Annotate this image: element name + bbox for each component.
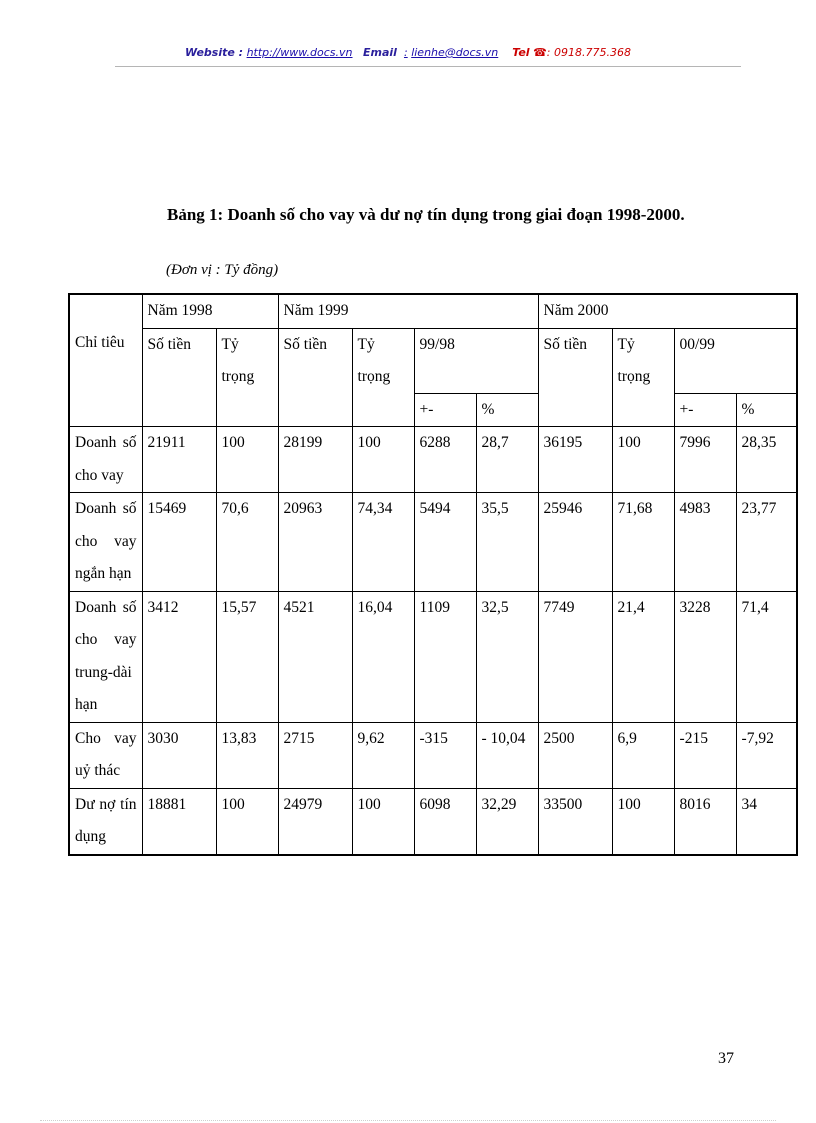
cell-change-2000: 4983 [674,493,736,592]
table-row [69,493,797,592]
cell-so-tien-1999: 24979 [278,788,352,855]
cell-ty-trong-1998: 15,57 [216,591,278,722]
table-row [69,722,797,788]
cell-pct-2000: 71,4 [736,591,797,722]
cell-ty-trong-1999: 100 [352,788,414,855]
cell-ty-trong-1998: 13,83 [216,722,278,788]
row-label: Doanh số cho vay trung-dài hạn [69,591,142,722]
cell-ty-trong-1998: 100 [216,788,278,855]
cell-change-2000: 8016 [674,788,736,855]
row-label: Doanh số cho vay ngắn hạn [69,493,142,592]
tel-value: : 0918.775.368 [546,46,631,59]
table-row [69,591,797,722]
row-label: Cho vay uỷ thác [69,722,142,788]
so-tien-1998: Số tiền [142,328,216,427]
percent-2000: % [736,393,797,427]
row-header-cell [69,294,142,427]
year-1998-header: Năm 1998 [142,294,278,328]
credit-table [68,293,798,856]
cell-so-tien-2000: 33500 [538,788,612,855]
cell-ty-trong-2000: 100 [612,788,674,855]
ty-trong-1999: Tỷ trọng [352,328,414,427]
cell-ty-trong-2000: 100 [612,427,674,493]
cell-so-tien-1999: 2715 [278,722,352,788]
phone-icon: ☎ [533,46,547,59]
email-label: Email [363,46,397,59]
cell-pct-1999: 32,5 [476,591,538,722]
cell-ty-trong-2000: 6,9 [612,722,674,788]
page-header [0,46,816,59]
cell-pct-2000: 23,77 [736,493,797,592]
cell-ty-trong-1998: 100 [216,427,278,493]
unit-note: (Đơn vị : Tỷ đồng) [166,262,279,278]
plus-minus-2000: +- [674,393,736,427]
header-divider [115,66,741,67]
tel-label: Tel [512,46,530,59]
cell-ty-trong-2000: 21,4 [612,591,674,722]
cell-pct-1999: 28,7 [476,427,538,493]
cell-so-tien-1999: 4521 [278,591,352,722]
cmp-2000-header: 00/99 [674,328,797,393]
cell-ty-trong-1999: 100 [352,427,414,493]
percent-1999: % [476,393,538,427]
table-title: Bảng 1: Doanh số cho vay và dư nợ tín dụng trong giai đoạn 1998-2000. [167,205,685,224]
year-1999-header: Năm 1999 [278,294,538,328]
row-header-label: Chỉ tiêu [75,334,125,351]
cell-so-tien-1998: 3030 [142,722,216,788]
cell-change-2000: 7996 [674,427,736,493]
year-2000-header: Năm 2000 [538,294,797,328]
so-tien-1999: Số tiền [278,328,352,427]
row-label: Doanh số cho vay [69,427,142,493]
cell-so-tien-2000: 2500 [538,722,612,788]
cell-pct-1999: 35,5 [476,493,538,592]
so-tien-2000: Số tiền [538,328,612,427]
cell-ty-trong-2000: 71,68 [612,493,674,592]
ty-trong-1998: Tỷ trọng [216,328,278,427]
website-link[interactable]: http://www.docs.vn [246,46,353,59]
cell-change-1999: 5494 [414,493,476,592]
cmp-1999-header: 99/98 [414,328,538,393]
cell-ty-trong-1999: 9,62 [352,722,414,788]
cell-ty-trong-1998: 70,6 [216,493,278,592]
cell-so-tien-2000: 36195 [538,427,612,493]
cell-change-1999: 6098 [414,788,476,855]
cell-so-tien-1998: 18881 [142,788,216,855]
cell-change-1999: -315 [414,722,476,788]
row-label: Dư nợ tín dụng [69,788,142,855]
cell-so-tien-2000: 25946 [538,493,612,592]
cell-pct-1999: - 10,04 [476,722,538,788]
cell-change-2000: 3228 [674,591,736,722]
cell-pct-2000: 34 [736,788,797,855]
cell-so-tien-1999: 20963 [278,493,352,592]
cell-ty-trong-1999: 74,34 [352,493,414,592]
cell-so-tien-2000: 7749 [538,591,612,722]
cell-ty-trong-1999: 16,04 [352,591,414,722]
website-label: Website : [185,46,244,59]
footer-divider [40,1120,776,1121]
cell-so-tien-1998: 3412 [142,591,216,722]
cell-pct-1999: 32,29 [476,788,538,855]
email-link[interactable]: lienhe@docs.vn [411,46,499,59]
table-row [69,788,797,855]
cell-change-1999: 1109 [414,591,476,722]
cell-so-tien-1998: 15469 [142,493,216,592]
table-row [69,427,797,493]
cell-pct-2000: -7,92 [736,722,797,788]
ty-trong-2000: Tỷ trọng [612,328,674,427]
plus-minus-1999: +- [414,393,476,427]
cell-so-tien-1998: 21911 [142,427,216,493]
cell-pct-2000: 28,35 [736,427,797,493]
cell-so-tien-1999: 28199 [278,427,352,493]
cell-change-2000: -215 [674,722,736,788]
email-separator: : [403,46,408,59]
cell-change-1999: 6288 [414,427,476,493]
page-number: 37 [718,1050,734,1067]
